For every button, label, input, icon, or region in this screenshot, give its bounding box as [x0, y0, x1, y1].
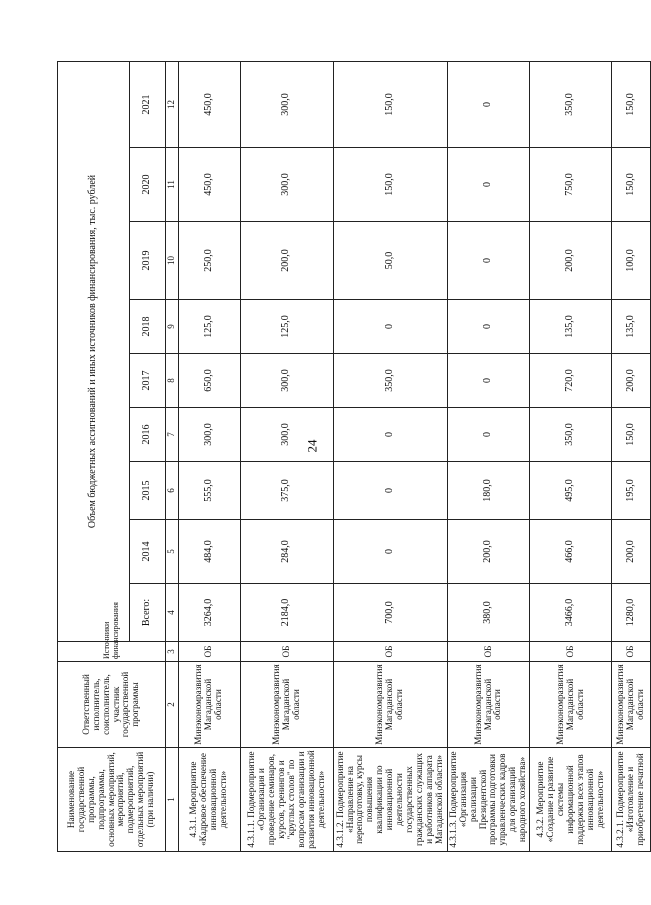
row-year-value-cell: 495,0 [530, 462, 612, 520]
row-source-cell: ОБ [530, 642, 612, 662]
row-source-cell: ОБ [333, 642, 447, 662]
row-year-value-cell: 484,0 [178, 520, 240, 584]
row-year-value-cell: 100,0 [612, 222, 651, 300]
column-number: 11 [166, 148, 179, 222]
header-volume: Объем бюджетных ассигнований и иных источников финансирования, тыс. рублей [58, 61, 130, 641]
row-responsible-cell: Минэкономразвития Магаданской области [447, 662, 530, 748]
row-year-value-cell: 300,0 [240, 61, 333, 147]
row-year-value-cell: 0 [333, 300, 447, 354]
page-number: 24 [304, 439, 320, 453]
row-year-value-cell: 0 [447, 300, 530, 354]
row-year-value-cell: 300,0 [240, 148, 333, 222]
row-year-value-cell: 0 [447, 148, 530, 222]
row-source-cell: ОБ [240, 642, 333, 662]
column-number: 1 [166, 748, 179, 852]
row-year-value-cell: 300,0 [240, 408, 333, 462]
column-number: 8 [166, 354, 179, 408]
row-total-cell: 3264,0 [178, 584, 240, 642]
row-year-value-cell: 195,0 [612, 462, 651, 520]
row-name-cell: 4.3.2. Мероприятие «Создание и развитие системы информационной поддержки всех этапов инновационной деятельности» [530, 748, 612, 852]
table-row [612, 61, 651, 851]
table-row [240, 61, 333, 851]
table-row [333, 61, 447, 851]
header-year: 2019 [130, 222, 166, 300]
row-year-value-cell: 150,0 [333, 61, 447, 147]
row-responsible-cell: Минэкономразвития Магаданской области [530, 662, 612, 748]
column-number: 3 [166, 642, 179, 662]
row-year-value-cell: 650,0 [178, 354, 240, 408]
header-year: 2016 [130, 408, 166, 462]
column-number: 5 [166, 520, 179, 584]
header-responsible: Ответственный исполнитель, соисполнитель, участник государственной программы [58, 662, 166, 748]
budget-table-rotated [57, 62, 646, 852]
row-year-value-cell: 0 [447, 354, 530, 408]
column-number: 2 [166, 662, 179, 748]
row-name-cell: 4.3.1.1. Подмероприятие «Организация и проведение семинаров, курсов, тренингов и "круглых столов" по вопросам организации и развития инновационной деятельности» [240, 748, 333, 852]
row-year-value-cell: 135,0 [612, 300, 651, 354]
row-year-value-cell: 180,0 [447, 462, 530, 520]
row-responsible-cell: Минэкономразвития Магаданской области [240, 662, 333, 748]
row-year-value-cell: 450,0 [178, 61, 240, 147]
row-total-cell: 380,0 [447, 584, 530, 642]
row-year-value-cell: 200,0 [612, 354, 651, 408]
column-number: 10 [166, 222, 179, 300]
table-row [447, 61, 530, 851]
row-year-value-cell: 350,0 [530, 61, 612, 147]
header-year: 2015 [130, 462, 166, 520]
row-year-value-cell: 150,0 [333, 148, 447, 222]
row-name-cell: 4.3.1.3. Подмероприятие «Организация реализации Президентской программы подготовки управленческих кадров для организаций народного хозяйства» [447, 748, 530, 852]
header-name: Наименование государственной программы, подпрограммы, основных мероприятий, мероприятий, подмероприятий, отдельных мероприятий (при наличии) [58, 748, 166, 852]
row-name-cell: 4.3.2.1. Подмероприятие «Изготовление и приобретение печатной [612, 748, 651, 852]
row-year-value-cell: 300,0 [240, 354, 333, 408]
table-row [530, 61, 612, 851]
row-year-value-cell: 0 [447, 408, 530, 462]
column-number-row [166, 61, 179, 851]
row-responsible-cell: Минэкономразвития Магаданской области [612, 662, 651, 748]
column-number: 7 [166, 408, 179, 462]
header-source: Источники финансирования [58, 642, 166, 662]
column-number: 9 [166, 300, 179, 354]
row-responsible-cell: Минэкономразвития Магаданской области [333, 662, 447, 748]
row-year-value-cell: 0 [333, 520, 447, 584]
row-year-value-cell: 720,0 [530, 354, 612, 408]
column-number: 6 [166, 462, 179, 520]
row-year-value-cell: 284,0 [240, 520, 333, 584]
header-year: 2021 [130, 61, 166, 147]
column-number: 12 [166, 61, 179, 147]
row-year-value-cell: 50,0 [333, 222, 447, 300]
row-year-value-cell: 150,0 [612, 408, 651, 462]
header-year: 2020 [130, 148, 166, 222]
column-number: 4 [166, 584, 179, 642]
row-year-value-cell: 250,0 [178, 222, 240, 300]
row-year-value-cell: 200,0 [240, 222, 333, 300]
row-year-value-cell: 750,0 [530, 148, 612, 222]
row-year-value-cell: 350,0 [333, 354, 447, 408]
header-row [58, 61, 130, 851]
row-source-cell: ОБ [612, 642, 651, 662]
row-year-value-cell: 200,0 [612, 520, 651, 584]
row-total-cell: 1280,0 [612, 584, 651, 642]
row-year-value-cell: 125,0 [240, 300, 333, 354]
row-name-cell: 4.3.1. Мероприятие «Кадровое обеспечение инновационной деятельности» [178, 748, 240, 852]
row-source-cell: ОБ [447, 642, 530, 662]
row-total-cell: 2184,0 [240, 584, 333, 642]
row-name-cell: 4.3.1.2. Подмероприятие «Направление на переподготовку, курсы повышения квалификации по инновационной деятельности государственных гражданских служащих и работников аппарата Магаданской области» [333, 748, 447, 852]
table-row [178, 61, 240, 851]
row-total-cell: 700,0 [333, 584, 447, 642]
row-year-value-cell: 350,0 [530, 408, 612, 462]
header-year: 2017 [130, 354, 166, 408]
header-year: 2014 [130, 520, 166, 584]
row-year-value-cell: 300,0 [178, 408, 240, 462]
row-year-value-cell: 150,0 [612, 61, 651, 147]
budget-table [57, 61, 651, 852]
row-year-value-cell: 125,0 [178, 300, 240, 354]
row-year-value-cell: 200,0 [447, 520, 530, 584]
row-year-value-cell: 0 [447, 61, 530, 147]
row-year-value-cell: 450,0 [178, 148, 240, 222]
row-year-value-cell: 0 [447, 222, 530, 300]
row-year-value-cell: 0 [333, 462, 447, 520]
row-year-value-cell: 150,0 [612, 148, 651, 222]
row-year-value-cell: 0 [333, 408, 447, 462]
header-year: 2018 [130, 300, 166, 354]
row-year-value-cell: 466,0 [530, 520, 612, 584]
row-year-value-cell: 200,0 [530, 222, 612, 300]
row-total-cell: 3466,0 [530, 584, 612, 642]
table-body [58, 61, 651, 851]
header-total: Всего: [130, 584, 166, 642]
row-year-value-cell: 555,0 [178, 462, 240, 520]
row-year-value-cell: 135,0 [530, 300, 612, 354]
row-responsible-cell: Минэкономразвития Магаданской области [178, 662, 240, 748]
row-year-value-cell: 375,0 [240, 462, 333, 520]
row-source-cell: ОБ [178, 642, 240, 662]
